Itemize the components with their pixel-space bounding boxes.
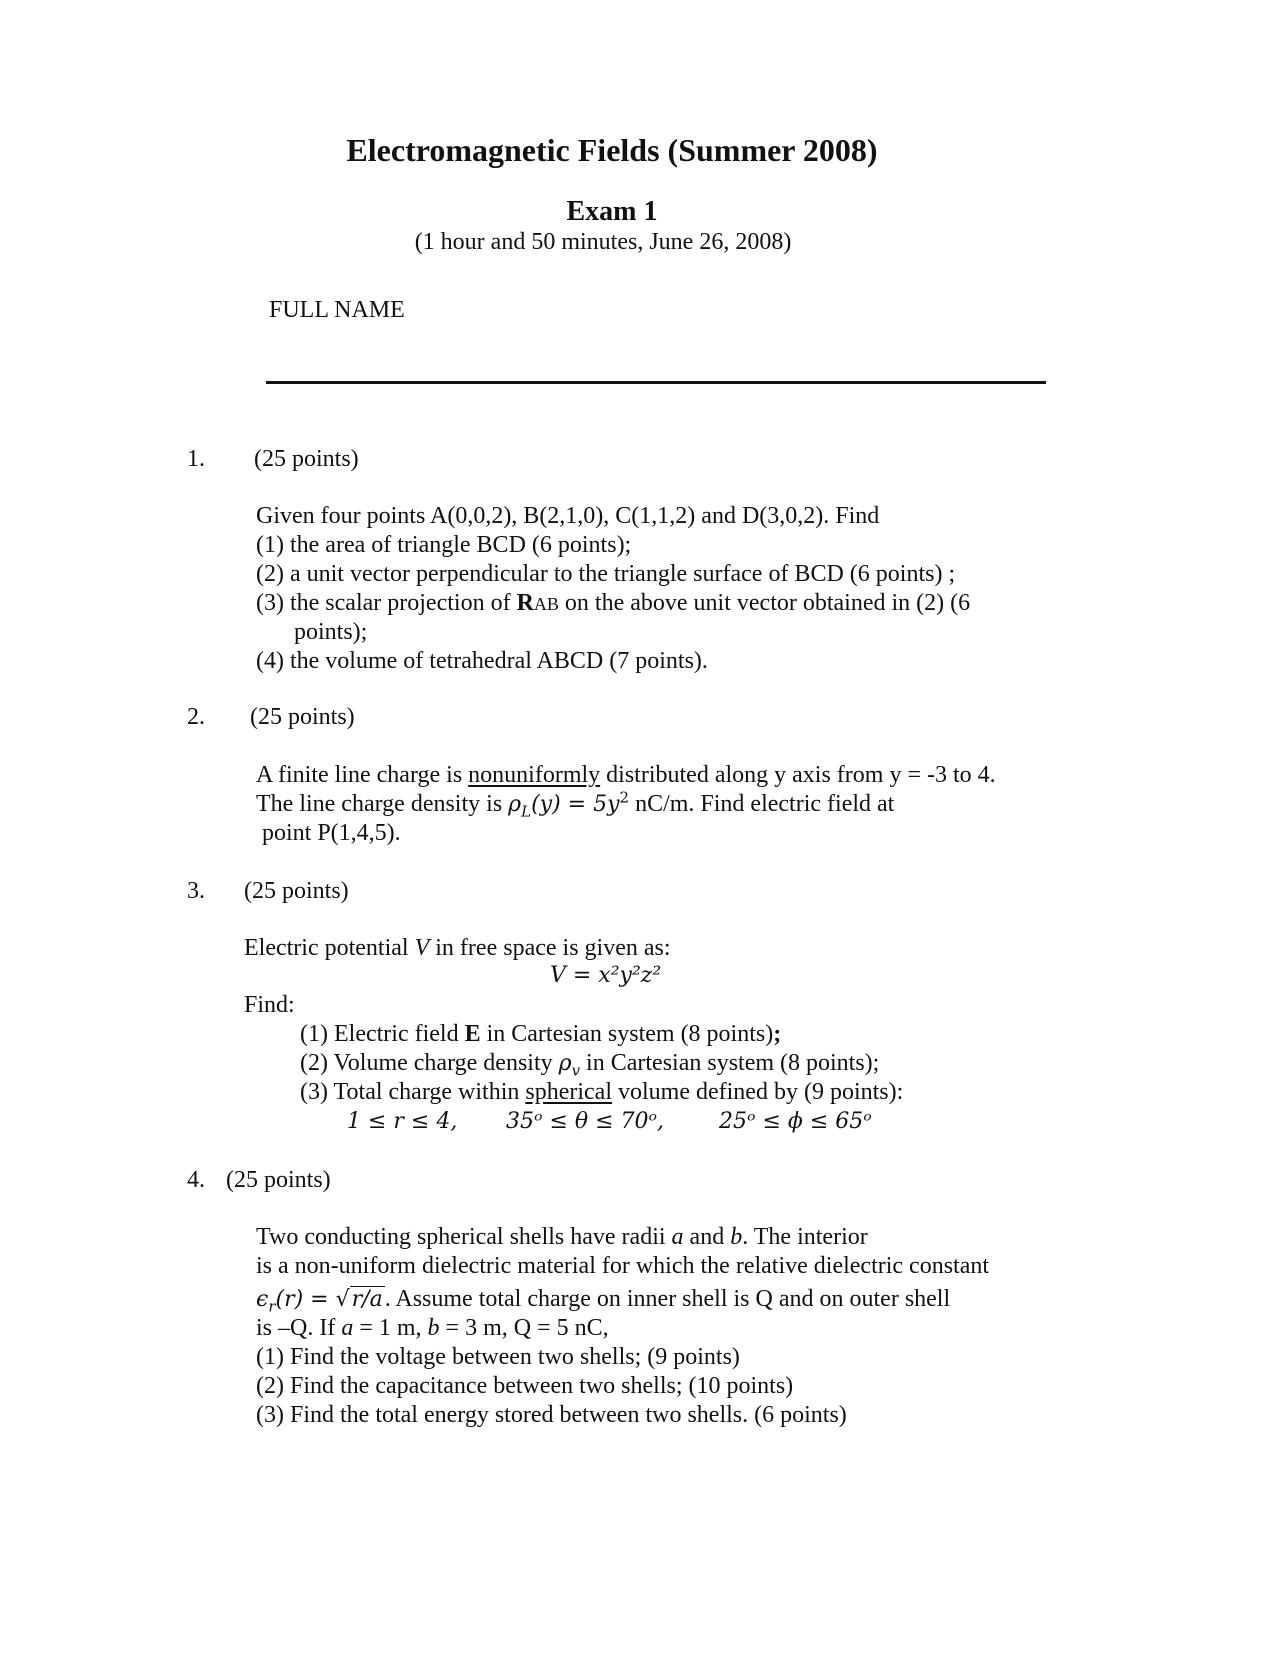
q4-line-1: Two conducting spherical shells have radii a and b. The interior xyxy=(256,1224,868,1250)
q1-item-1: (1) the area of triangle BCD (6 points); xyxy=(256,532,632,558)
q3-equation: V = x²y²z² xyxy=(550,963,662,988)
q2-line-2: The line charge density is $\rho_L(y) = 5y^2$ nC/m. Find electric field at xyxy=(256,788,895,821)
q4-line-3: $\epsilon_r(r) = √r/a$. Assume total charge on inner shell is Q and on outer shell xyxy=(256,1286,951,1316)
q4-item-3: (3) Find the total energy stored between two shells. (6 points) xyxy=(256,1402,847,1428)
q4-points: (25 points) xyxy=(226,1167,331,1193)
q1-item-2: (2) a unit vector perpendicular to the triangle surface of BCD (6 points) ; xyxy=(256,561,956,587)
q3-item-1: (1) Electric field E in Cartesian system (8 points); xyxy=(300,1021,782,1047)
q1-intro: Given four points A(0,0,2), B(2,1,0), C(1,1,2) and D(3,0,2). Find xyxy=(256,503,880,529)
q3-points: (25 points) xyxy=(244,878,349,904)
q2-points: (25 points) xyxy=(250,704,355,730)
q3-intro: Electric potential V in free space is given as: xyxy=(244,935,671,961)
exam-title: Electromagnetic Fields (Summer 2008) xyxy=(346,132,878,168)
q2-line-3: point P(1,4,5). xyxy=(262,820,401,846)
vector-r: R xyxy=(516,590,534,616)
q1-points: (25 points) xyxy=(254,446,359,472)
exam-subtitle: (1 hour and 50 minutes, June 26, 2008) xyxy=(414,229,792,255)
q4-item-1: (1) Find the voltage between two shells; (9 points) xyxy=(256,1344,740,1370)
q4-number: 4. xyxy=(187,1167,205,1193)
exam-number: Exam 1 xyxy=(566,196,658,227)
q1-item-4: (4) the volume of tetrahedral ABCD (7 points). xyxy=(256,648,708,674)
q3-number: 3. xyxy=(187,878,205,904)
q3-item-2: (2) Volume charge density $\rho_v$ in Cartesian system (8 points); xyxy=(300,1050,880,1080)
q3-range-r: 1 ≤ r ≤ 4, xyxy=(347,1109,458,1134)
name-line xyxy=(266,381,1046,384)
q3-item-3: (3) Total charge within spherical volume defined by (9 points): xyxy=(300,1079,904,1105)
q4-item-2: (2) Find the capacitance between two shells; (10 points) xyxy=(256,1373,794,1399)
q1-number: 1. xyxy=(187,446,205,472)
q2-number: 2. xyxy=(187,704,205,730)
q4-line-4: is –Q. If a = 1 m, b = 3 m, Q = 5 nC, xyxy=(256,1315,609,1341)
q3-range-theta: 35ᵒ ≤ θ ≤ 70ᵒ, xyxy=(506,1109,665,1134)
q4-line-2: is a non-uniform dielectric material for which the relative dielectric constant xyxy=(256,1253,990,1279)
q1-item-3: (3) the scalar projection of RAB on the above unit vector obtained in (2) (6 xyxy=(256,590,971,616)
q1-item-3-cont: points); xyxy=(294,619,368,645)
full-name-label: FULL NAME xyxy=(269,297,405,323)
q3-range-phi: 25ᵒ ≤ ϕ ≤ 65ᵒ xyxy=(719,1109,872,1134)
q2-line-1: A finite line charge is nonuniformly distributed along y axis from y = -3 to 4. xyxy=(256,762,996,788)
q3-find-label: Find: xyxy=(244,992,295,1018)
